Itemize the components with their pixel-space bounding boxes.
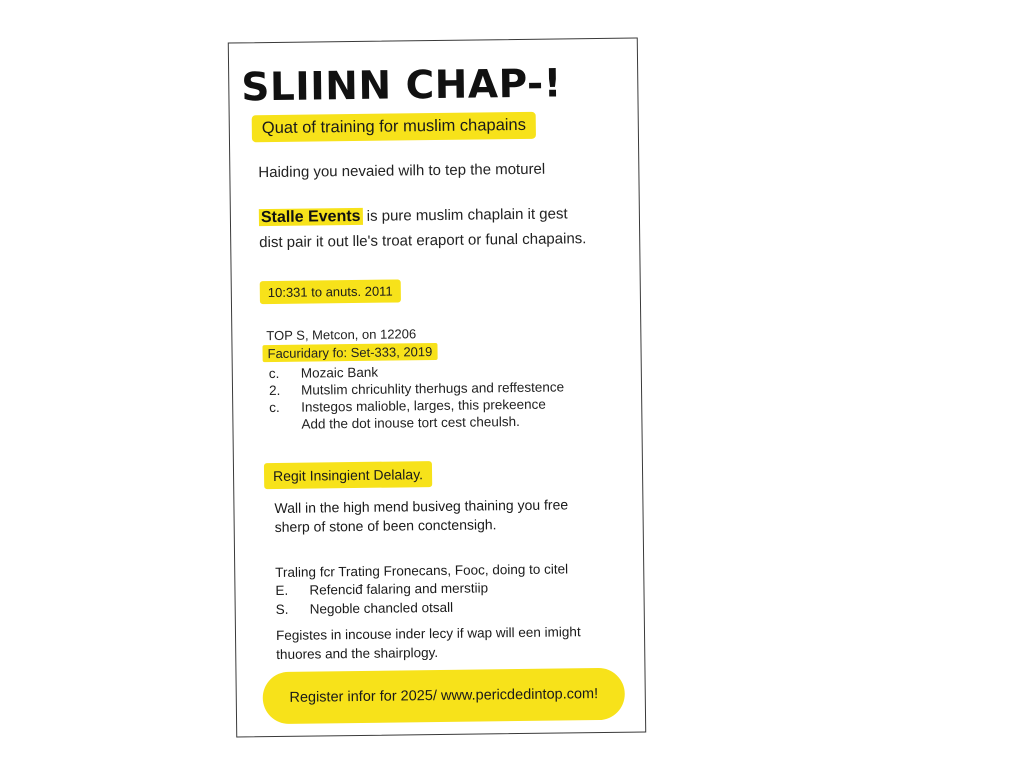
events-line-2: dist pair it out lle's troat eraport or funal chapains. (259, 230, 587, 252)
date-tag: 10:331 to anuts. 2011 (260, 279, 401, 304)
paragraph-line: sherp of stone of been conctensigh. (274, 516, 497, 535)
faculty-line: Facuridary fo: Set-333, 2019 (262, 343, 437, 362)
list-item-number: S. (275, 601, 289, 617)
list-item-number: c. (269, 399, 280, 416)
list-item (269, 379, 564, 398)
events-text: is pure muslim chaplain it gest (362, 205, 568, 225)
list-item-text: Mozaic Bank (300, 364, 379, 381)
list-item (275, 580, 488, 598)
list-item (269, 365, 378, 381)
subtitle-banner: Quat of training for muslim chapains (252, 112, 536, 142)
training-line: Traling fcr Trating Fronecans, Fooc, doing to citel (275, 561, 569, 580)
paragraph-line: thuores and the shairplogy. (276, 645, 439, 662)
list-item-continuation: Add the dot inouse tort cest cheulsh. (301, 413, 520, 432)
flyer-page (228, 38, 646, 738)
list-item-text: Negoble chancled otsall (309, 599, 454, 617)
paragraph-line: Fegistes in incouse inder lecy if wap will een imight (275, 624, 581, 643)
intro-line: Haiding you nevaied wilh to tep the moturel (258, 160, 546, 182)
list-item-number: 2. (268, 382, 281, 399)
events-line (259, 205, 568, 227)
register-text[interactable]: Register infor for 2025/ www.pericdedintop.com! (289, 686, 599, 706)
list-item-number: c. (268, 365, 280, 382)
list-item-number: E. (275, 582, 289, 598)
section-label: Regit Insingient Delalay. (264, 461, 432, 489)
list-item (269, 397, 546, 415)
events-label: Stalle Events (260, 207, 361, 227)
list-item (276, 600, 454, 617)
register-banner[interactable] (262, 668, 625, 724)
flyer-title: SLIINN CHAP-! (241, 61, 563, 111)
paragraph-line: Wall in the high mend busiveg thaining you free (274, 496, 569, 516)
list-item-text: Refenciđ falaring and merstiip (309, 580, 489, 598)
list-item-text: Mutslim chricuhlity therhugs and reffestence (300, 379, 565, 398)
top-line: TOP S, Metcon, on 12206 (266, 326, 417, 344)
list-item-text: Instegos malioble, larges, this prekeence (301, 396, 546, 415)
